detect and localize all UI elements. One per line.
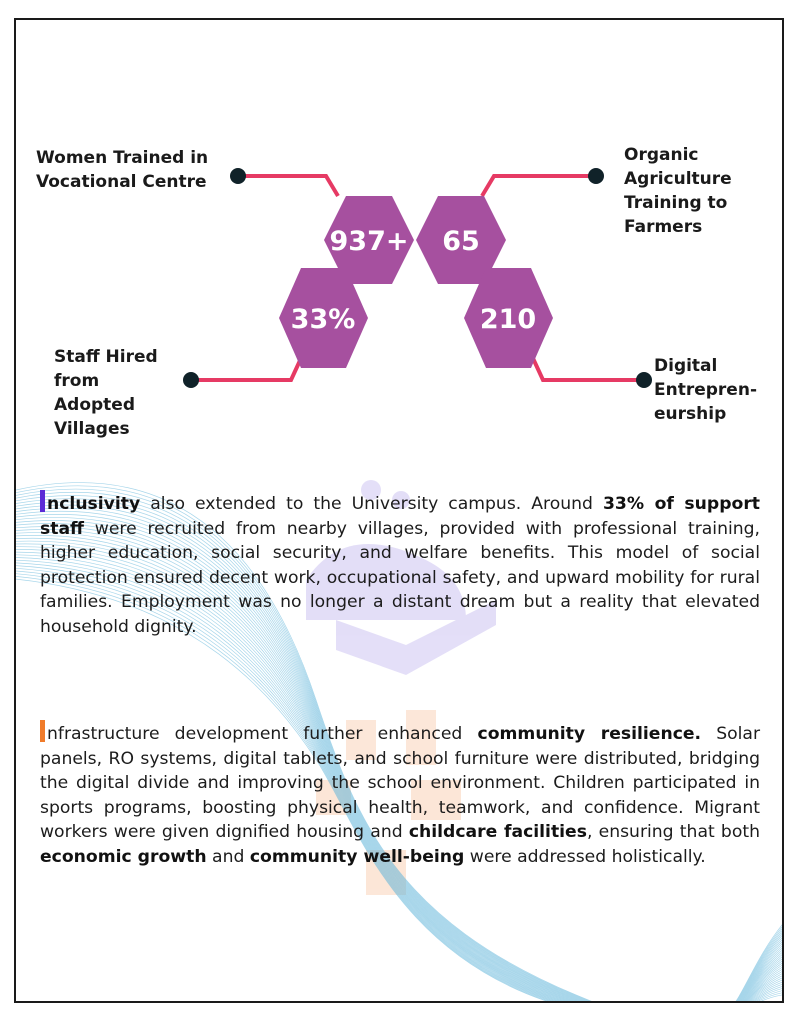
label-women-line1: Women Trained in xyxy=(36,148,209,168)
connector-women xyxy=(238,176,338,196)
paragraph2-text2: , ensuring that both xyxy=(586,822,760,842)
label-digital-line2: Entrepren- xyxy=(654,380,757,400)
paragraph1-text2: were recruited from nearby villages, provided with professional training, higher education, social security, and welfare benefits. This model of social protection ensured decent work, occupational safety, and upward mobility for rural families. Employment was no longer a distant dream but a reality that elevated household dignity. xyxy=(40,518,760,637)
connector-digital xyxy=(531,354,644,380)
label-organic-line1: Organic xyxy=(624,145,699,165)
paragraph1-text1: also extended to the University campus. Around xyxy=(140,494,603,514)
paragraph2-text1: Solar panels, RO systems, digital tablets, and school furniture were distributed, bridging the digital divide and improving the school environment. Children participated in sports programs, boosting physical health, teamwork, and confidence. Migrant workers were given dignified housing and xyxy=(40,724,761,842)
paragraph-infrastructure xyxy=(40,720,760,869)
stat-value-digital: 210 xyxy=(479,304,537,335)
label-staff xyxy=(54,345,158,441)
label-organic-line2: Agriculture xyxy=(624,169,732,189)
dot-staff xyxy=(183,372,199,388)
paragraph1-lead: nclusivity xyxy=(47,494,141,514)
stat-value-women: 937+ xyxy=(329,226,409,257)
label-organic-line3: Training to xyxy=(624,193,728,213)
label-staff-line1: Staff Hired xyxy=(54,347,158,367)
paragraph-inclusivity xyxy=(40,490,760,639)
connector-organic xyxy=(482,176,596,196)
label-women-line2: Vocational Centre xyxy=(36,172,207,192)
paragraph2-text4: were addressed holistically. xyxy=(464,846,706,867)
paragraph2-text3: and xyxy=(206,846,250,867)
label-digital xyxy=(654,354,757,426)
paragraph2-bold2: childcare facilities xyxy=(408,822,587,842)
dot-digital xyxy=(636,372,652,388)
dot-organic xyxy=(588,168,604,184)
dot-women xyxy=(230,168,246,184)
accent-bar-purple xyxy=(40,490,45,512)
paragraph2-bold4: community well-being xyxy=(249,846,465,867)
label-women xyxy=(36,146,208,194)
label-staff-line3: Adopted xyxy=(54,395,135,415)
label-digital-line3: eurship xyxy=(654,404,727,424)
label-staff-line2: from xyxy=(54,371,100,391)
label-organic xyxy=(624,143,732,239)
stat-value-organic: 65 xyxy=(442,226,480,257)
accent-bar-orange xyxy=(40,720,45,742)
label-staff-line4: Villages xyxy=(54,419,130,439)
page-frame xyxy=(14,18,784,1003)
label-digital-line1: Digital xyxy=(654,356,718,376)
paragraph2-bold3: economic growth xyxy=(40,846,207,867)
stat-value-staff: 33% xyxy=(290,304,356,335)
label-organic-line4: Farmers xyxy=(624,217,703,237)
paragraph1-bold1: 33% of support staff xyxy=(40,494,761,539)
paragraph2-lead: nfrastructure development further enhanced xyxy=(47,724,478,744)
connector-staff xyxy=(191,354,303,380)
paragraph2-bold1: community resilience. xyxy=(477,724,702,744)
